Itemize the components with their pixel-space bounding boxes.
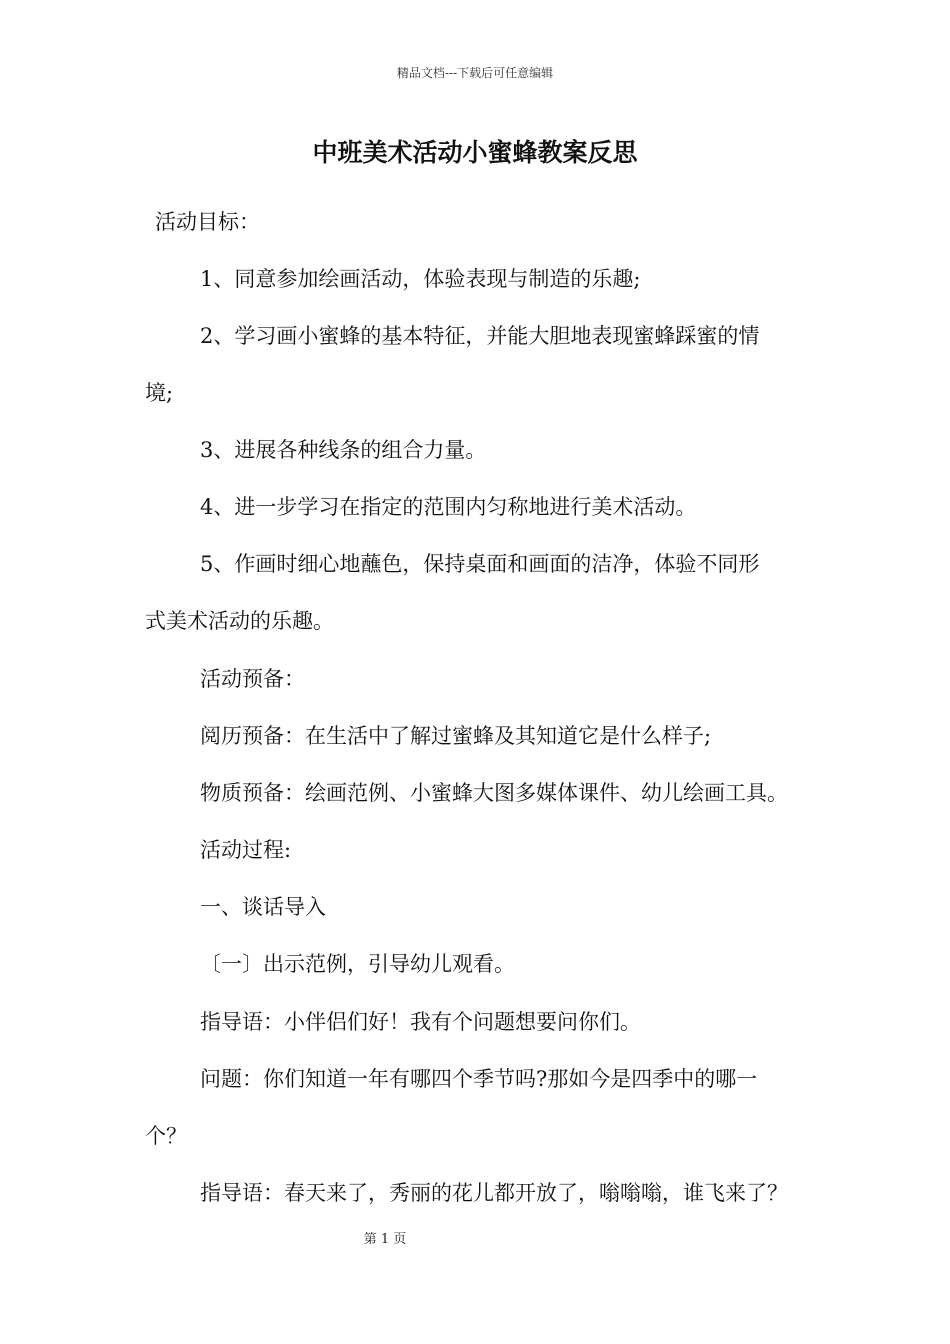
section-heading-objectives: 活动目标：	[155, 210, 260, 234]
objective-2-continued: 境;	[145, 381, 174, 405]
objective-4: 4、进一步学习在指定的范围内匀称地进行美术活动。	[200, 495, 697, 519]
preparation-experience: 阅历预备：在生活中了解过蜜蜂及其知道它是什么样子;	[200, 724, 712, 748]
page-header: 精品文档---下载后可任意编辑	[396, 66, 554, 80]
guidance-line-1: 指导语：小伴侣们好！我有个问题想要问你们。	[200, 1010, 641, 1034]
objective-5: 5、作画时细心地蘸色，保持桌面和画面的洁净，体验不同形	[200, 552, 760, 576]
process-substep-1: 〔一〕出示范例，引导幼儿观看。	[200, 952, 515, 976]
objective-5-continued: 式美术活动的乐趣。	[145, 609, 334, 633]
question-line-continued: 个？	[145, 1124, 187, 1148]
preparation-materials: 物质预备：绘画范例、小蜜蜂大图多媒体课件、幼儿绘画工具。	[200, 781, 788, 805]
objective-1: 1、同意参加绘画活动，体验表现与制造的乐趣;	[200, 267, 641, 291]
page-number: 第 1 页	[363, 1232, 407, 1247]
guidance-line-2: 指导语：春天来了，秀丽的花儿都开放了，嗡嗡嗡，谁飞来了？	[200, 1181, 788, 1205]
objective-2: 2、学习画小蜜蜂的基本特征，并能大胆地表现蜜蜂踩蜜的情	[200, 324, 760, 348]
document-title: 中班美术活动小蜜蜂教案反思	[312, 138, 638, 167]
section-heading-process: 活动过程:	[200, 838, 292, 862]
question-line: 问题：你们知道一年有哪四个季节吗?那如今是四季中的哪一	[200, 1067, 758, 1091]
section-heading-preparation: 活动预备：	[200, 667, 305, 691]
process-step-1: 一、谈话导入	[200, 895, 326, 919]
objective-3: 3、进展各种线条的组合力量。	[200, 438, 487, 462]
